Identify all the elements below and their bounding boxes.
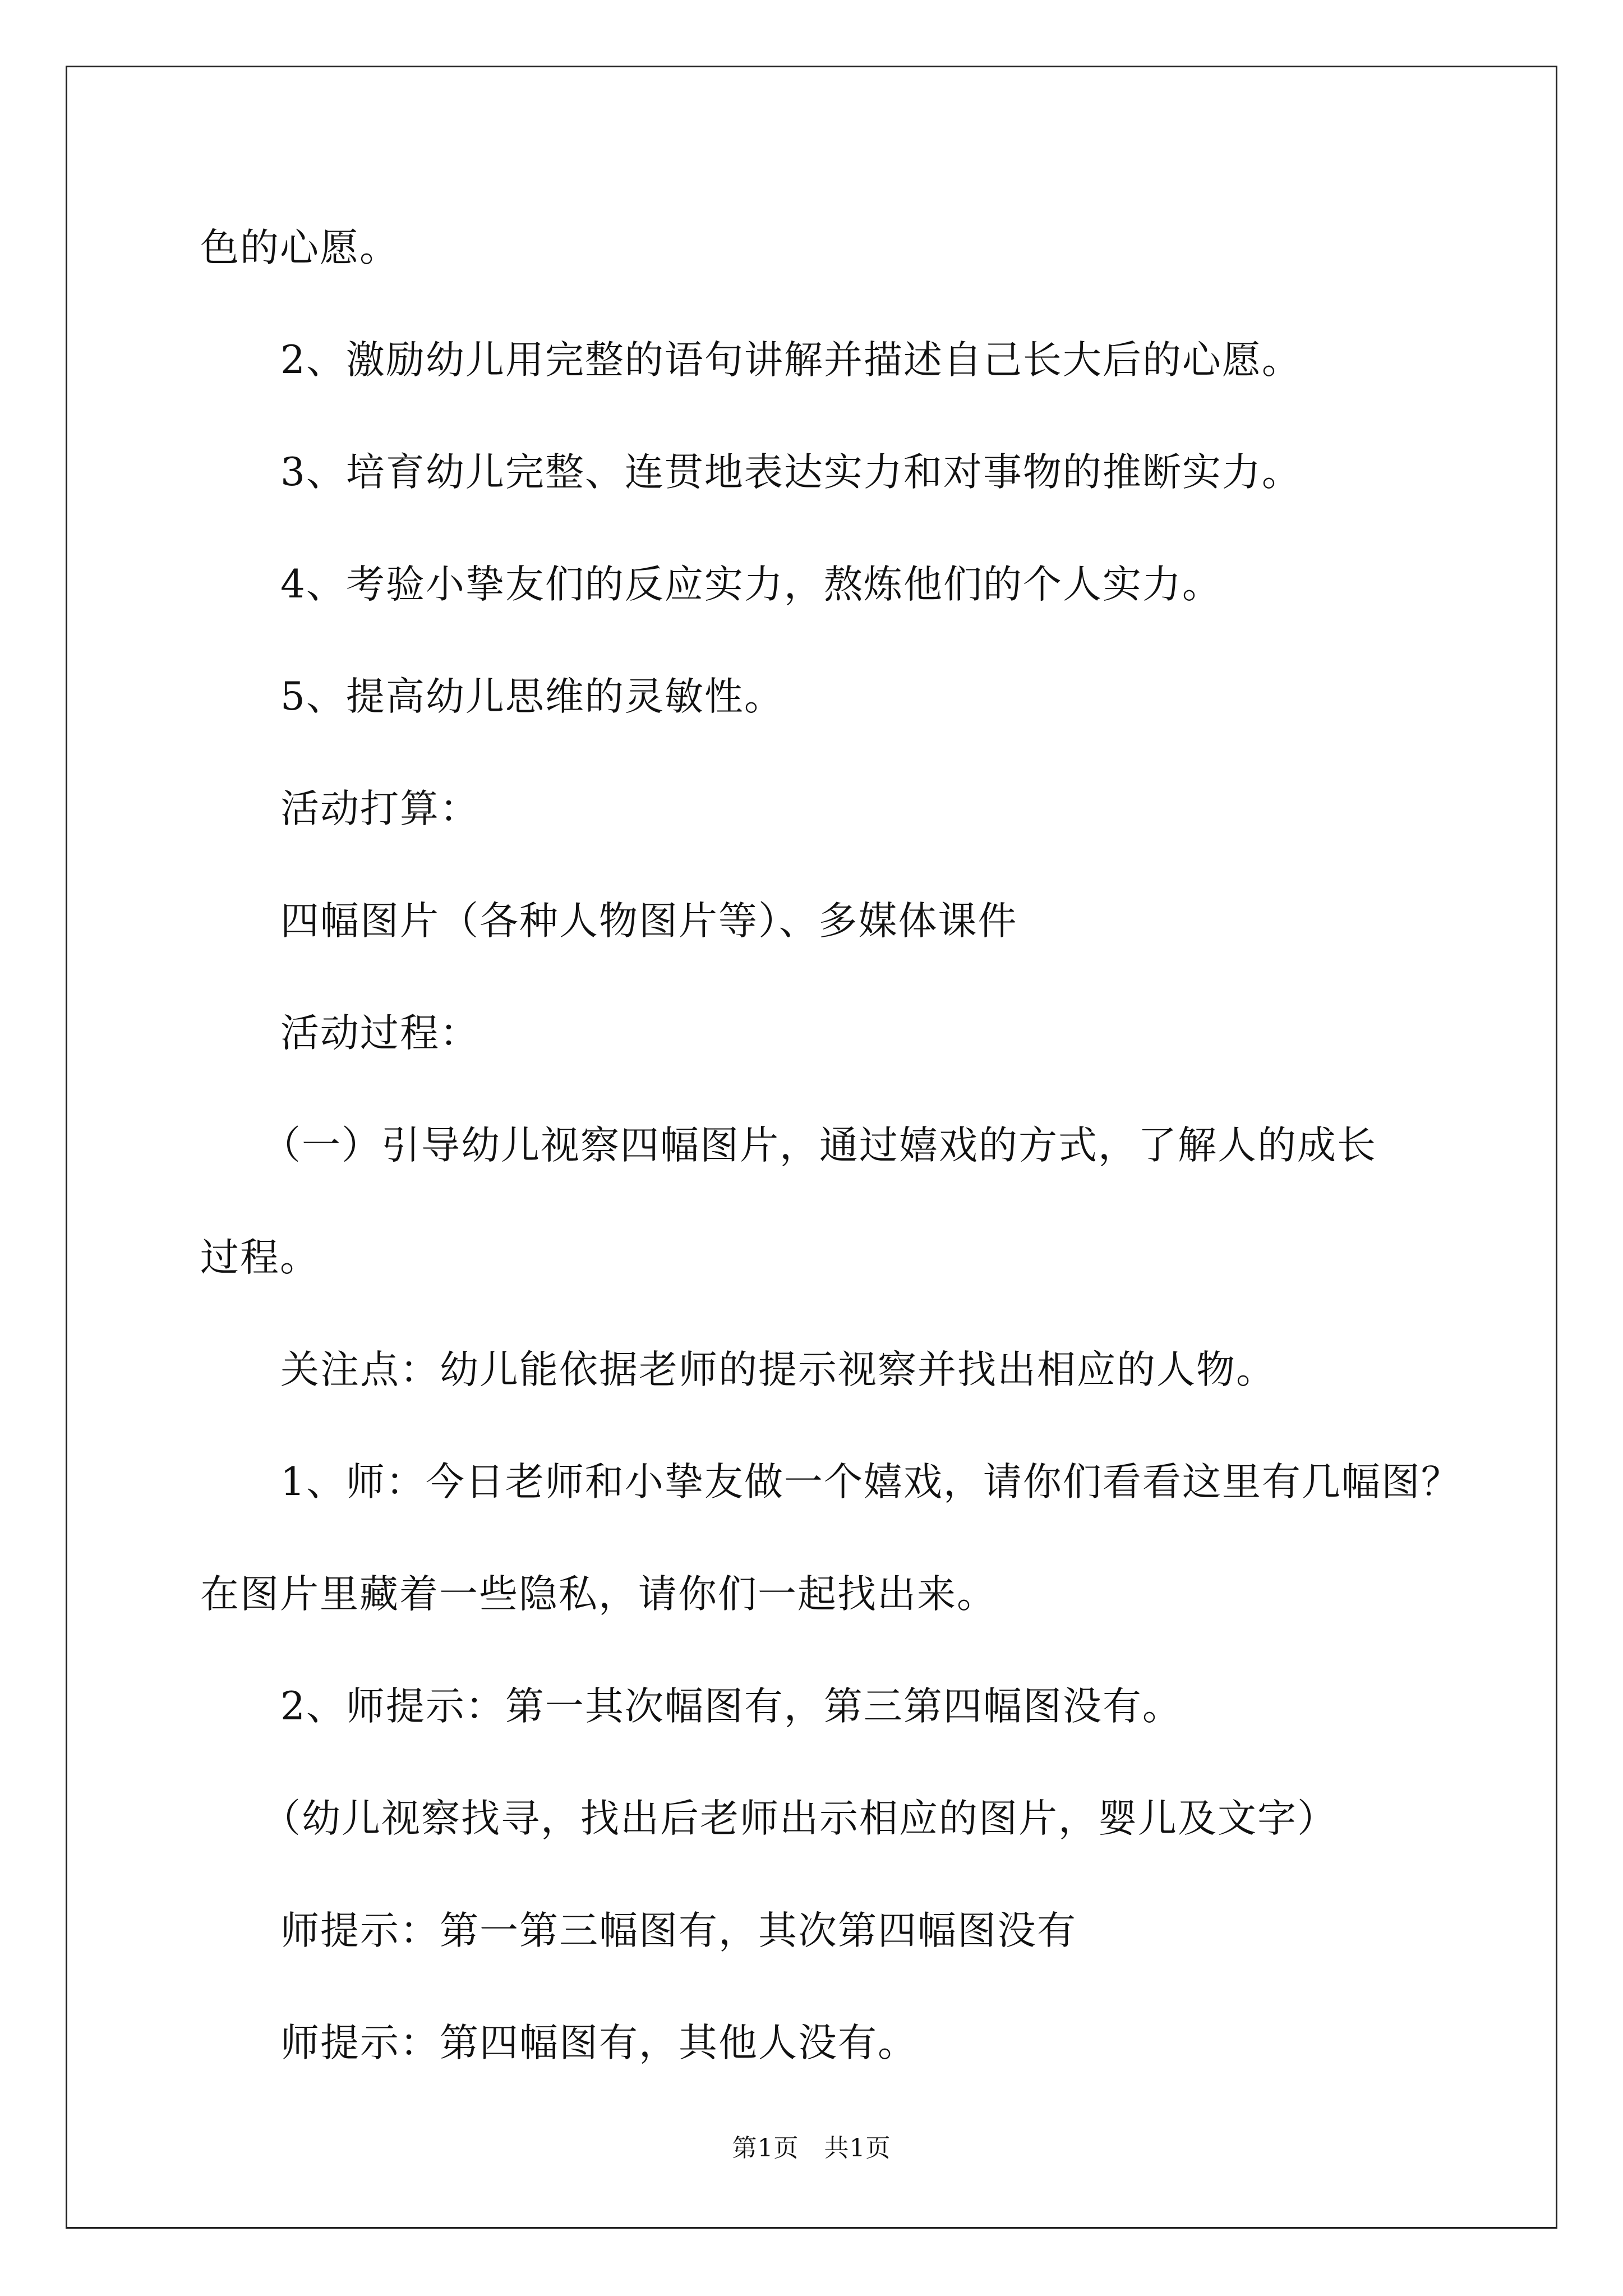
- paragraph-teacher-hint-1: 2、师提示：第一其次幅图有，第三第四幅图没有。: [280, 1684, 1182, 1729]
- paragraph-teacher-hint-2: 师提示：第一第三幅图有，其次第四幅图没有: [280, 1908, 1077, 1953]
- heading-preparation: 活动打算：: [280, 786, 479, 831]
- paragraph-materials: 四幅图片（各种人物图片等）、多媒体课件: [280, 899, 1018, 944]
- paragraph-step-1-line-2: 过程。: [200, 1235, 320, 1280]
- page-footer: 第1页 共1页: [732, 2134, 891, 2162]
- paragraph-teacher-1-line-1: 1、师：今日老师和小挚友做一个嬉戏，请你们看看这里有几幅图？: [280, 1460, 1461, 1504]
- paragraph-focus-point: 关注点：幼儿能依据老师的提示视察并找出相应的人物。: [280, 1347, 1276, 1392]
- paragraph-teacher-1-line-2: 在图片里藏着一些隐私，请你们一起找出来。: [200, 1572, 997, 1617]
- paragraph-goal-4: 4、考验小挚友们的反应实力，熬炼他们的个人实力。: [280, 562, 1222, 607]
- paragraph-teacher-hint-3: 师提示：第四幅图有，其他人没有。: [280, 2021, 917, 2065]
- heading-process: 活动过程：: [280, 1011, 479, 1056]
- paragraph-goal-3: 3、培育幼儿完整、连贯地表达实力和对事物的推断实力。: [280, 450, 1302, 495]
- paragraph-continuation: 色的心愿。: [200, 226, 399, 270]
- paragraph-child-observation: （幼儿视察找寻，找出后老师出示相应的图片，婴儿及文字）: [262, 1796, 1337, 1841]
- paragraph-goal-2: 2、激励幼儿用完整的语句讲解并描述自己长大后的心愿。: [280, 338, 1302, 383]
- paragraph-step-1-line-1: （一）引导幼儿视察四幅图片，通过嬉戏的方式，了解人的成长: [262, 1123, 1377, 1168]
- paragraph-goal-5: 5、提高幼儿思维的灵敏性。: [280, 674, 784, 719]
